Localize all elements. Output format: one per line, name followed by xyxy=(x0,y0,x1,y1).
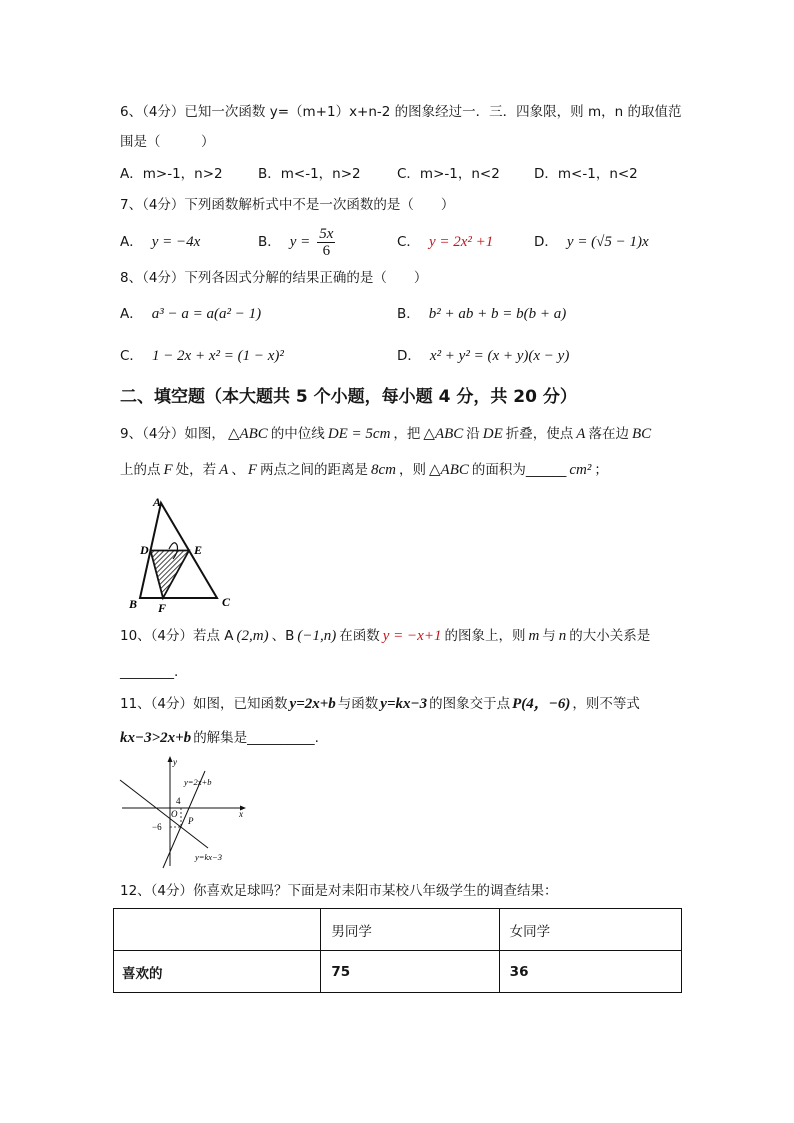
text-segment: ，则 xyxy=(399,462,427,478)
math-segment: P(4，−6) xyxy=(512,696,571,712)
q7-stem: 7、（4分）下列函数解析式中不是一次函数的是（ ） xyxy=(120,197,455,213)
line-b-label: y=kx−3 xyxy=(195,852,223,862)
math-segment: (−1,n) xyxy=(297,628,337,644)
q8-stem: 8、（4分）下列各因式分解的结果正确的是（ ） xyxy=(120,270,428,286)
q8-option-c-label: C． xyxy=(120,348,143,364)
fraction-denominator: 6 xyxy=(322,242,331,259)
q10-stem-line1 xyxy=(120,626,650,646)
text-segment: 与函数 xyxy=(337,696,379,712)
text-segment: 处，若 xyxy=(175,462,217,478)
label-c: C xyxy=(222,595,231,609)
q8-option-b-label: B． xyxy=(397,306,420,322)
text-segment: ； xyxy=(594,462,608,478)
math-segment: y=kx−3 xyxy=(380,696,428,712)
text-segment: 与 xyxy=(542,628,556,644)
section-heading: 二、填空题（本大题共 5 个小题，每小题 4 分，共 20 分） xyxy=(120,387,577,407)
text-segment: 上的点 xyxy=(120,462,161,478)
q6-stem-line2: 围是（ ） xyxy=(120,134,215,150)
table-header-cell: 女同学 xyxy=(499,909,681,951)
math-segment: DE xyxy=(482,426,503,442)
y-axis-arrow xyxy=(168,756,173,762)
text-segment: 的面积为 xyxy=(471,462,526,478)
text-segment: 11、（4分）如图，已知函数 xyxy=(120,696,288,712)
q7-option-a-expr: y = −4x xyxy=(151,234,201,250)
math-segment: BC xyxy=(631,426,652,442)
line-kx-minus-3 xyxy=(120,780,208,848)
math-segment: y = −x+1 xyxy=(382,628,442,644)
text-segment: 、 xyxy=(231,462,245,478)
math-segment: cm² xyxy=(569,462,592,478)
q9-stem-line2 xyxy=(120,460,608,480)
q7-option-c xyxy=(397,225,496,259)
math-segment: kx−3>2x+b xyxy=(120,730,192,746)
q8-option-b-expr: b² + ab + b = b(b + a) xyxy=(428,306,567,322)
q7-option-b-label: B． xyxy=(258,234,281,250)
math-segment: (2,m) xyxy=(236,628,269,644)
text-segment: 的图象上，则 xyxy=(444,628,526,644)
label-a: A xyxy=(153,495,162,509)
label-e: E xyxy=(194,543,203,557)
y-tick-label: −6 xyxy=(152,822,162,832)
q6-stem-line1: 6、（4分）已知一次函数 y=（m+1）x+n-2 的图象经过一．三．四象限，则 m，n 的取值范 xyxy=(120,104,682,120)
math-segment: F xyxy=(163,462,173,478)
survey-table xyxy=(113,908,682,993)
q6-option-d: D．m<-1，n<2 xyxy=(534,166,638,182)
text-segment: 折叠，使点 xyxy=(505,426,574,442)
q6-option-b: B．m<-1，n>2 xyxy=(258,166,361,182)
table-header-row xyxy=(114,909,682,951)
math-segment: m xyxy=(528,628,540,644)
text-segment: 9、（4分）如图， xyxy=(120,426,225,442)
q7-option-b-lhs: y = xyxy=(289,234,311,250)
line-a-label: y=2x+b xyxy=(184,777,212,787)
math-segment: n xyxy=(558,628,567,644)
q7-option-b-fraction xyxy=(317,226,335,259)
text-segment: 两点之间的距离是 xyxy=(260,462,369,478)
q8-option-d-expr: x² + y² = (x + y)(x − y) xyxy=(429,348,570,364)
q8-option-c xyxy=(120,346,287,366)
q11-function-graph xyxy=(115,755,255,869)
label-b: B xyxy=(129,597,138,611)
table-cell: 75 xyxy=(321,951,499,993)
math-segment: y=2x+b xyxy=(289,696,336,712)
text-segment: 落在边 xyxy=(588,426,629,442)
q8-option-a-expr: a³ − a = a(a² − 1) xyxy=(151,306,262,322)
text-segment: ，把 xyxy=(393,426,421,442)
q10-answer-blank: ________. xyxy=(120,664,179,680)
x-tick-label: 4 xyxy=(176,796,181,806)
math-segment: F xyxy=(247,462,258,478)
q9-stem-line1 xyxy=(120,424,654,444)
q7-option-c-label: C． xyxy=(397,234,420,250)
q8-option-d-label: D． xyxy=(397,348,421,364)
folded-triangle-def xyxy=(151,551,190,599)
label-d: D xyxy=(140,543,149,557)
q7-option-b xyxy=(258,225,335,259)
q9-triangle-figure xyxy=(125,495,237,617)
table-cell: 喜欢的 xyxy=(114,951,321,993)
math-segment: DE = 5cm xyxy=(327,426,391,442)
origin-label: O xyxy=(171,809,178,819)
q7-option-d xyxy=(534,225,652,259)
text-segment: 、B xyxy=(271,628,295,644)
fraction-numerator: 5x xyxy=(319,225,334,242)
text-segment: 沿 xyxy=(466,426,480,442)
table-header-cell xyxy=(114,909,321,951)
math-segment: △ABC xyxy=(429,462,469,478)
q7-option-a xyxy=(120,225,203,259)
math-segment: 8cm xyxy=(371,462,397,478)
q7-option-c-expr: y = 2x² +1 xyxy=(428,234,494,250)
text-segment: 的大小关系是 xyxy=(569,628,651,644)
q11-stem-line1 xyxy=(120,694,640,714)
q7-option-d-expr: y = (√5 − 1)x xyxy=(566,234,649,250)
q8-option-a-label: A． xyxy=(120,306,143,322)
y-axis-label: y xyxy=(173,757,177,767)
answer-blank: ______ xyxy=(525,462,567,478)
q12-stem: 12、（4分）你喜欢足球吗？下面是对耒阳市某校八年级学生的调查结果： xyxy=(120,883,558,899)
table-cell: 36 xyxy=(499,951,681,993)
math-segment: △ABC xyxy=(423,426,464,442)
q8-option-a xyxy=(120,304,264,324)
table-row xyxy=(114,951,682,993)
q7-option-d-label: D． xyxy=(534,234,558,250)
q11-stem-line2 xyxy=(120,728,319,748)
q7-option-a-label: A． xyxy=(120,234,143,250)
text-segment: 10、（4分）若点 A xyxy=(120,628,234,644)
q8-option-b xyxy=(397,304,569,324)
text-segment: ，则不等式 xyxy=(572,696,640,712)
x-axis-label: x xyxy=(239,809,243,819)
label-f: F xyxy=(158,601,167,615)
math-segment: △ABC xyxy=(227,426,268,442)
text-segment: 的中位线 xyxy=(270,426,325,442)
q8-option-c-expr: 1 − 2x + x² = (1 − x)² xyxy=(151,348,284,364)
q8-option-d xyxy=(397,346,572,366)
table-header-cell: 男同学 xyxy=(321,909,499,951)
q6-option-a: A．m>-1，n>2 xyxy=(120,166,223,182)
text-segment: 的图象交于点 xyxy=(429,696,511,712)
math-segment: A xyxy=(219,462,229,478)
text-segment: 在函数 xyxy=(339,628,380,644)
text-segment: 的解集是__________. xyxy=(193,730,319,746)
q6-option-c: C．m>-1，n<2 xyxy=(397,166,500,182)
point-p-label: P xyxy=(188,816,194,826)
math-segment: A xyxy=(576,426,586,442)
